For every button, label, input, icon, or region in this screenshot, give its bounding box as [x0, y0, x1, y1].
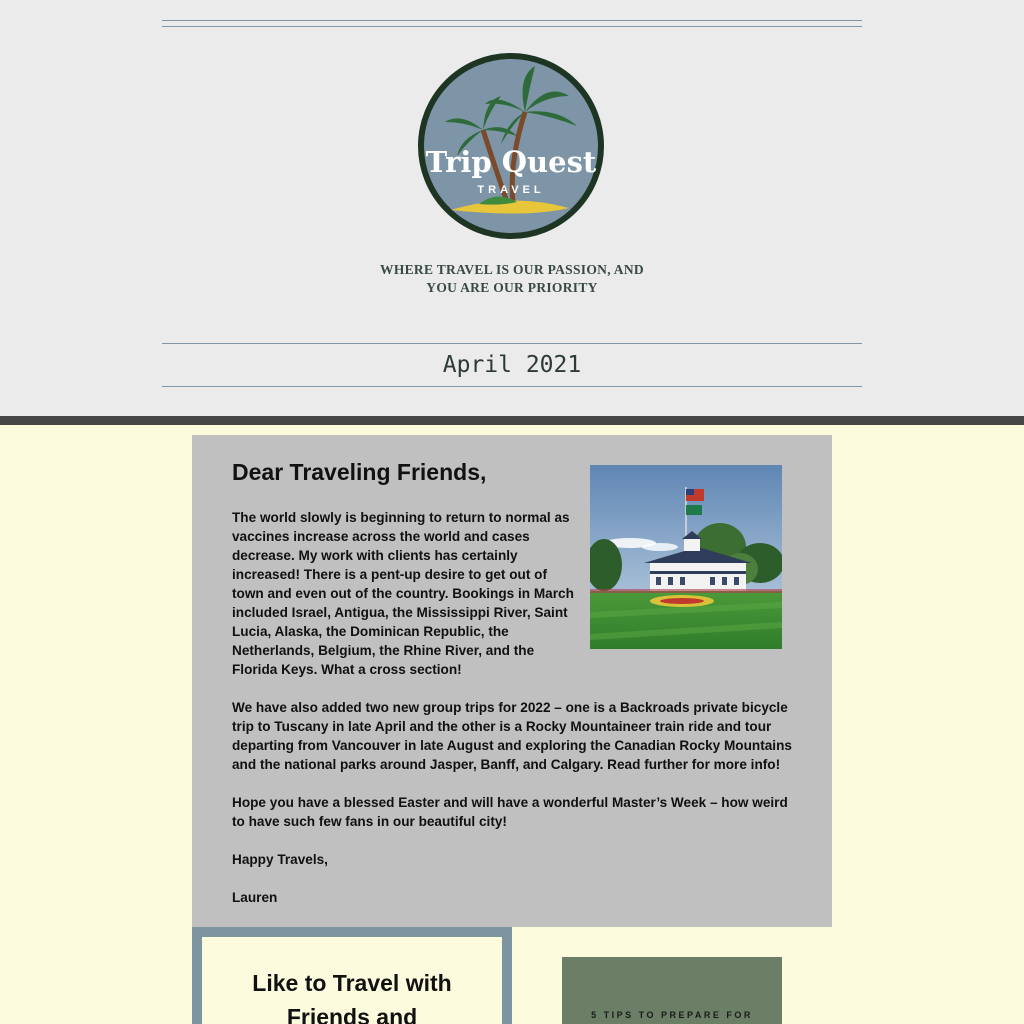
promo-card — [202, 937, 502, 1024]
newsletter-header — [0, 0, 1024, 416]
travel-tips-card[interactable] — [562, 957, 782, 1024]
letter-signoff: Happy Travels, — [232, 852, 328, 867]
letter-paragraph-2: We have also added two new group trips for 2022 – one is a Backroads private bicycle trip to Tuscany in late April and the other is a Rocky Mountaineer train ride and tour departing from Vancouver in late August and exploring the Canadian Rocky Mountains and the national parks around Jasper, Banff, and Calgary. Read further for more info! — [232, 700, 792, 772]
section-divider — [0, 416, 1024, 425]
letter-paragraph-3: Hope you have a blessed Easter and will have a wonderful Master’s Week – how weird to have such few fans in our beautiful city! — [232, 795, 788, 829]
tagline-line-1: WHERE TRAVEL IS OUR PASSION, AND — [380, 262, 644, 277]
brand-name-text: Trip Quest — [425, 145, 597, 179]
letter-paragraph-1: The world slowly is beginning to return to normal as vaccines increase across the world and cases decrease. My work with clients has certainly increased! There is a pent-up desire to get out of town and even out of the country. Bookings in March included Israel, Antigua, the Mississippi River, Saint Lucia, Alaska, the Dominican Republic, the Netherlands, Belgium, the Rhine River, and the Florida Keys. What a cross section! — [232, 510, 574, 677]
issue-date: April 2021 — [442, 352, 582, 378]
promo-title-line-2: Friends and — [286, 1004, 418, 1024]
tagline-line-2: YOU ARE OUR PRIORITY — [426, 280, 598, 295]
tips-title: 5 TIPS TO PREPARE FOR — [591, 1010, 753, 1020]
issue-rule-top — [162, 343, 862, 344]
issue-rule-bottom — [162, 386, 862, 387]
promo-title-line-1: Like to Travel with — [252, 970, 452, 996]
letter-greeting: Dear Traveling Friends, — [232, 459, 487, 485]
top-rule-secondary — [162, 26, 862, 27]
brand-sub-text: TRAVEL — [477, 184, 545, 196]
letter-signature: Lauren — [232, 890, 278, 905]
welcome-letter — [192, 435, 832, 927]
promo-title — [202, 966, 502, 1024]
clubhouse-photo — [590, 465, 782, 649]
top-rule — [162, 20, 862, 21]
tagline — [312, 261, 712, 297]
group-travel-promo[interactable] — [192, 927, 512, 1024]
trip-quest-logo — [417, 52, 605, 240]
